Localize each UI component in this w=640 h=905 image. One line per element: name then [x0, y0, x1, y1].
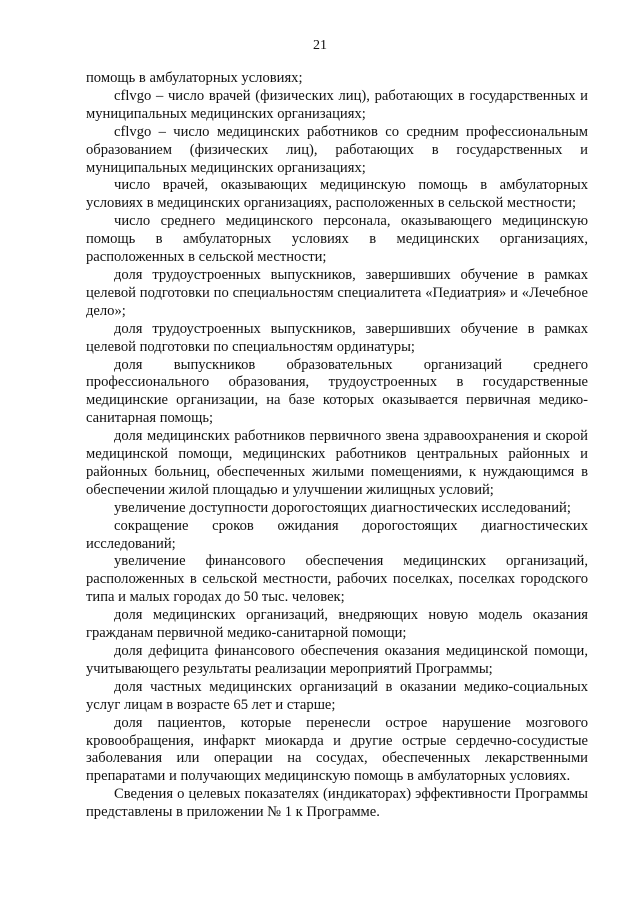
paragraph: увеличение финансового обеспечения медицинских организаций, расположенных в сельской местности, рабочих поселках, поселках городского типа и малых городах до 50 тыс. человек; [86, 553, 588, 606]
paragraph: доля медицинских работников первичного звена здравоохранения и скорой медицинской помощи, медицинских работников центральных районных и районных больниц, обеспеченных жилыми помещениями, к нуждающимся в обеспечении жилой площадью и улучшении жилищных условий; [86, 428, 588, 498]
paragraph: число врачей, оказывающих медицинскую помощь в амбулаторных условиях в медицинских организациях, расположенных в сельской местности; [86, 177, 588, 212]
paragraph: cflvgo – число медицинских работников со средним профессиональным образованием (физических лиц), работающих в государственных и муниципальных медицинских организациях; [86, 123, 588, 176]
paragraph: увеличение доступности дорогостоящих диагностических исследований; [114, 499, 571, 516]
paragraph: доля выпускников образовательных организаций среднего профессионального образования, трудоустроенных в государственные медицинские организации, на базе которых оказывается первичная медико-санитарная помощь; [86, 356, 588, 427]
paragraph: cflvgo – число врачей (физических лиц), работающих в государственных и муниципальных медицинских организациях; [86, 87, 588, 122]
paragraph: доля частных медицинских организаций в оказании медико-социальных услуг лицам в возрасте 65 лет и старше; [86, 678, 588, 713]
paragraph: доля дефицита финансового обеспечения оказания медицинской помощи, учитывающего результаты реализации мероприятий Программы; [86, 643, 588, 677]
paragraph: сокращение сроков ожидания дорогостоящих диагностических исследований; [86, 517, 588, 552]
paragraph: Сведения о целевых показателях (индикаторах) эффективности Программы представлены в приложении № 1 к Программе. [86, 786, 588, 821]
paragraph: доля пациентов, которые перенесли острое нарушение мозгового кровообращения, инфаркт миокарда и другие острые сердечно-сосудистые заболевания или операции на сосудах, обеспеченных лекарственными препаратами и получающих медицинскую помощь в амбулаторных условиях. [86, 714, 588, 785]
paragraph: доля трудоустроенных выпускников, завершивших обучение в рамках целевой подготовки по специальностям специалитета «Педиатрия» и «Лечебное дело»; [86, 266, 588, 319]
paragraph: число среднего медицинского персонала, оказывающего медицинскую помощь в амбулаторных условиях в медицинских организациях, расположенных в сельской местности; [86, 213, 588, 266]
paragraph: доля трудоустроенных выпускников, завершивших обучение в рамках целевой подготовки по специальностям ординатуры; [86, 320, 588, 355]
paragraph: доля медицинских организаций, внедряющих новую модель оказания гражданам первичной медико-санитарной помощи; [86, 607, 588, 642]
document-body [86, 70, 588, 822]
paragraph: помощь в амбулаторных условиях; [86, 70, 303, 86]
page-number: 21 [313, 38, 327, 53]
